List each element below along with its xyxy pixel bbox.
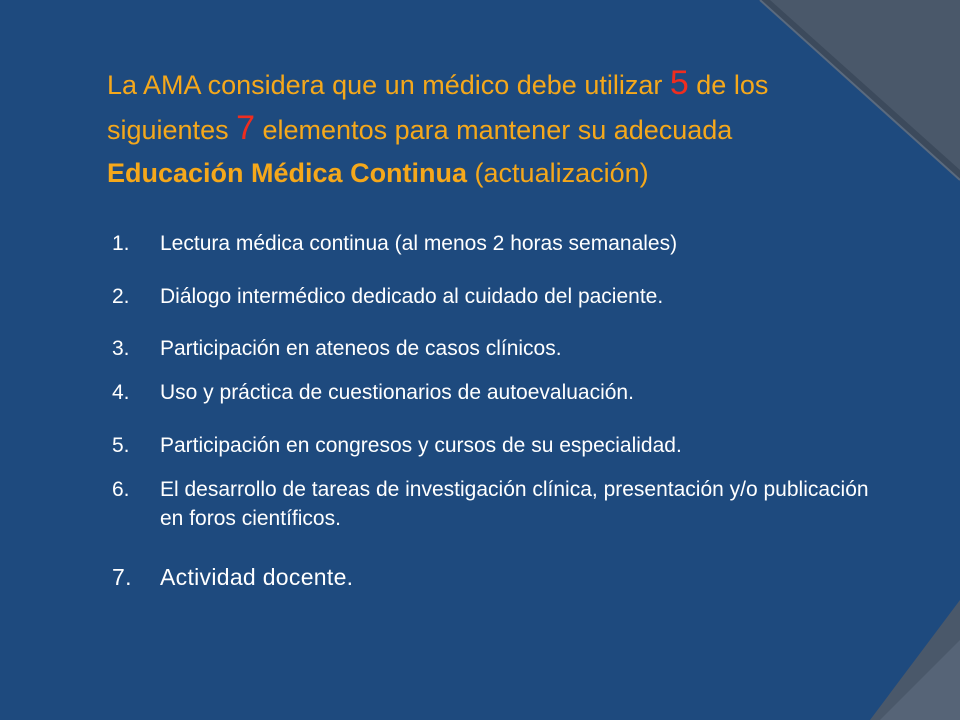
list-item — [112, 475, 882, 533]
list-item-text: Participación en ateneos de casos clínicos. — [160, 337, 562, 360]
list-item-text: Actividad docente. — [160, 564, 354, 590]
list-item-number: 1. — [112, 232, 130, 255]
list-item-text: Uso y práctica de cuestionarios de autoevaluación. — [160, 381, 634, 404]
heading-bold-term: Educación Médica Continua — [107, 158, 468, 188]
list-item-text: El desarrollo de tareas de investigación clínica, presentación y/o publicación en foros científicos. — [160, 478, 869, 530]
list-item-number: 6. — [112, 478, 130, 501]
list-item-text: Diálogo intermédico dedicado al cuidado del paciente. — [160, 285, 664, 308]
heading-text-2: de los siguientes — [107, 70, 769, 145]
list-item — [112, 563, 882, 592]
list-item-number: 2. — [112, 285, 130, 308]
heading-text-4: (actualización) — [467, 158, 649, 188]
slide-heading — [107, 62, 867, 195]
list-item-number: 5. — [112, 434, 130, 457]
list-item-text: Participación en congresos y cursos de su especialidad. — [160, 434, 682, 457]
heading-number-five: 5 — [669, 64, 689, 102]
list-item — [112, 334, 882, 363]
list-item-number: 3. — [112, 337, 130, 360]
list-item-text: Lectura médica continua (al menos 2 horas semanales) — [160, 232, 678, 255]
list-item — [112, 229, 882, 258]
list-item — [112, 431, 882, 460]
list-item-number: 7. — [112, 564, 132, 590]
list-item-number: 4. — [112, 381, 130, 404]
list-item — [112, 282, 882, 311]
heading-number-seven: 7 — [236, 109, 256, 147]
heading-text-3: elementos para mantener su adecuada — [255, 115, 733, 145]
heading-text-1: La AMA considera que un médico debe utilizar — [107, 70, 670, 100]
list-item — [112, 378, 882, 407]
